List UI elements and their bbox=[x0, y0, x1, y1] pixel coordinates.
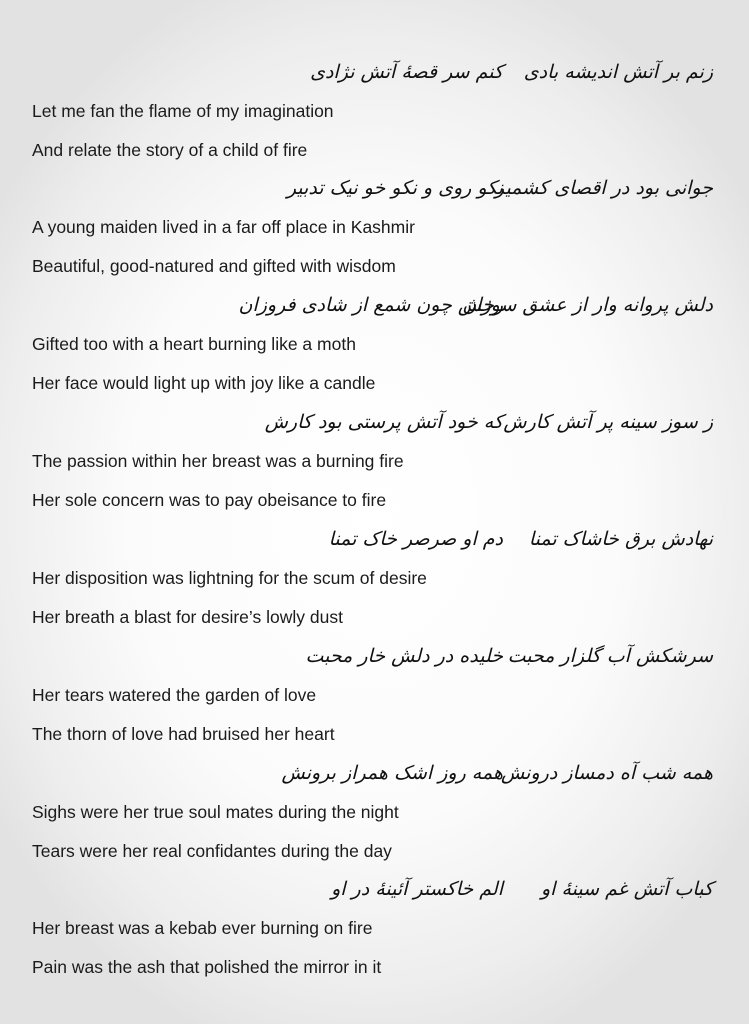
persian-hemistich-second: الم خاکستر آئینهٔ در او bbox=[331, 878, 503, 900]
persian-hemistich-first: نهادش برق خاشاک تمنا bbox=[528, 528, 713, 550]
english-line: Her disposition was lightning for the scum of desire bbox=[32, 568, 427, 588]
persian-couplet bbox=[0, 869, 749, 909]
persian-couplet bbox=[0, 753, 749, 793]
persian-hemistich-second: رخش چون شمع از شادی فروزان bbox=[238, 294, 503, 316]
persian-couplet bbox=[0, 519, 749, 559]
verse-6 bbox=[0, 636, 749, 754]
verse-1 bbox=[0, 52, 749, 170]
english-line: Let me fan the flame of my imagination bbox=[32, 101, 334, 121]
persian-hemistich-first: دلش پروانه وار از عشق سوزان bbox=[462, 294, 713, 316]
persian-hemistich-second: کنم سر قصهٔ آتش نژادی bbox=[310, 61, 503, 83]
persian-hemistich-first: زنم بر آتش اندیشه بادی bbox=[523, 61, 713, 83]
persian-hemistich-first: همه شب آه دمساز درونش bbox=[500, 762, 713, 784]
english-line: Her breast was a kebab ever burning on fire bbox=[32, 918, 373, 938]
persian-hemistich-first: سرشکش آب گلزار محبت bbox=[507, 645, 713, 667]
english-line: Her sole concern was to pay obeisance to fire bbox=[32, 490, 387, 510]
verse-7 bbox=[0, 753, 749, 871]
english-line: Her tears watered the garden of love bbox=[32, 685, 317, 705]
persian-couplet bbox=[0, 52, 749, 92]
verse-8 bbox=[0, 869, 749, 987]
verse-4 bbox=[0, 402, 749, 520]
english-line: A young maiden lived in a far off place in Kashmir bbox=[32, 217, 415, 237]
english-line: Pain was the ash that polished the mirror in it bbox=[32, 957, 382, 977]
persian-couplet bbox=[0, 636, 749, 676]
english-line: The thorn of love had bruised her heart bbox=[32, 724, 335, 744]
english-line: And relate the story of a child of fire bbox=[32, 140, 308, 160]
persian-couplet bbox=[0, 168, 749, 208]
persian-hemistich-first: ز سوز سینه پر آتش کارش bbox=[503, 411, 713, 433]
persian-couplet bbox=[0, 402, 749, 442]
english-line: The passion within her breast was a burning fire bbox=[32, 451, 404, 471]
verse-2 bbox=[0, 168, 749, 286]
english-line: Tears were her real confidantes during the day bbox=[32, 841, 392, 861]
persian-hemistich-second: خلیده در دلش خار محبت bbox=[305, 645, 503, 667]
verse-3 bbox=[0, 285, 749, 403]
persian-couplet bbox=[0, 285, 749, 325]
persian-hemistich-second: همه روز اشک همراز برونش bbox=[281, 762, 503, 784]
english-line: Sighs were her true soul mates during the night bbox=[32, 802, 399, 822]
persian-hemistich-second: نکو روی و نکو خو نیک تدبیر bbox=[286, 177, 503, 199]
persian-hemistich-second: که خود آتش پرستی بود کارش bbox=[264, 411, 503, 433]
english-line: Gifted too with a heart burning like a moth bbox=[32, 334, 356, 354]
english-line: Her breath a blast for desire’s lowly dust bbox=[32, 607, 343, 627]
persian-hemistich-second: دم او صرصر خاک تمنا bbox=[328, 528, 503, 550]
persian-hemistich-first: کباب آتش غم سینهٔ او bbox=[540, 878, 713, 900]
persian-hemistich-first: جوانی بود در اقصای کشمیر bbox=[494, 177, 713, 199]
english-line: Her face would light up with joy like a candle bbox=[32, 373, 376, 393]
english-line: Beautiful, good-natured and gifted with wisdom bbox=[32, 256, 396, 276]
verse-5 bbox=[0, 519, 749, 637]
